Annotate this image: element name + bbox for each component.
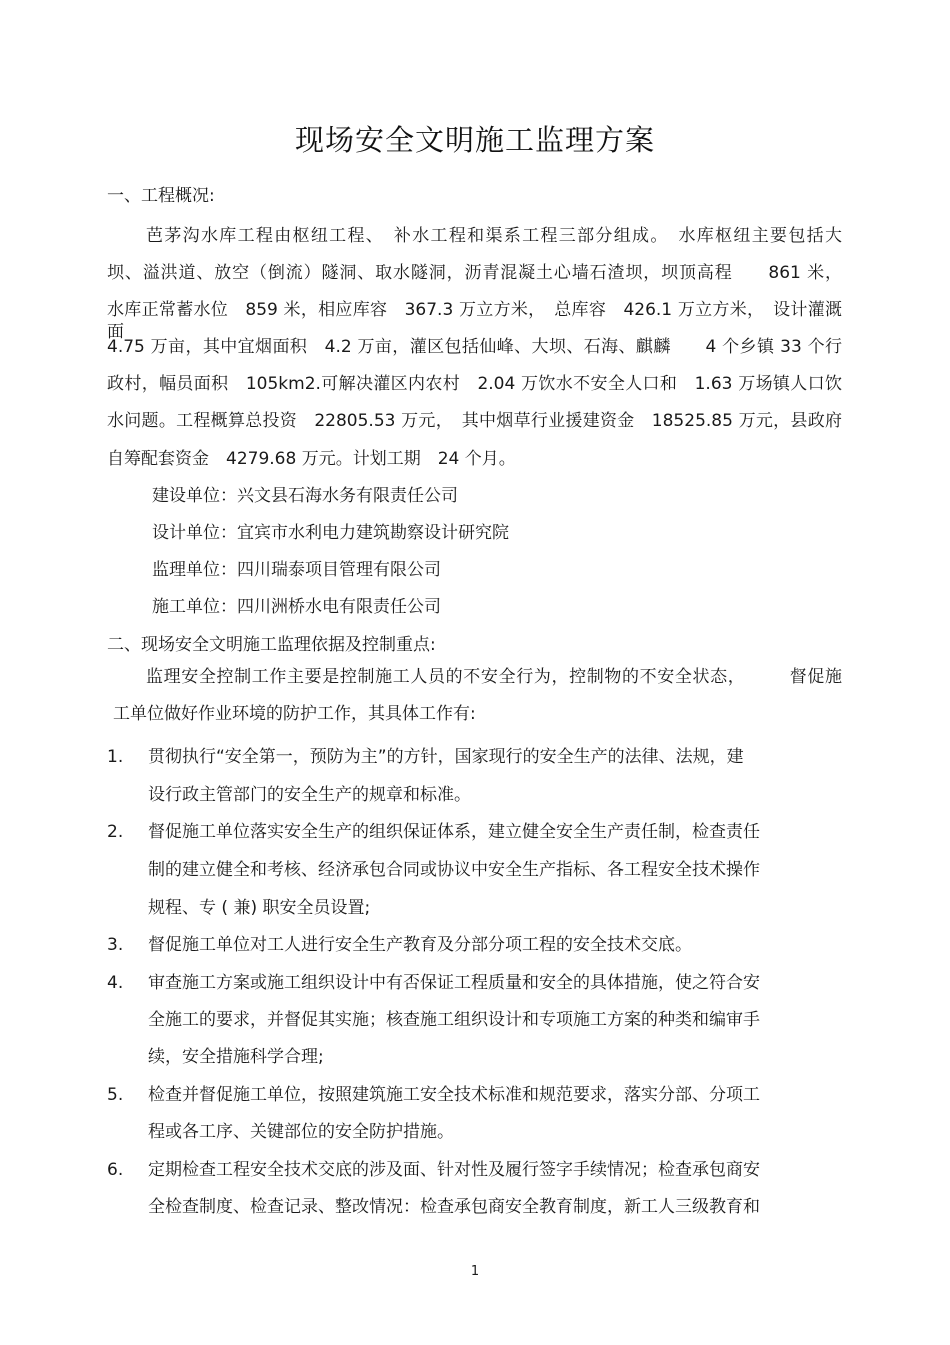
paragraph-line: 4.75 万亩，其中宜烟面积 4.2 万亩，灌区包括仙峰、大坝、石海、麒麟 4 个乡镇 33 个行: [107, 337, 842, 357]
document-title: 现场安全文明施工监理方案: [294, 123, 655, 157]
list-item-line: 督促施工单位对工人进行安全生产教育及分部分项工程的安全技术交底。: [148, 935, 692, 955]
paragraph-line: 自筹配套资金 4279.68 万元。计划工期 24 个月。: [107, 449, 516, 469]
list-number: 6.: [107, 1160, 124, 1180]
section-heading-overview: 一、工程概况:: [107, 186, 215, 206]
intro-line: 工单位做好作业环境的防护工作，其具体工作有:: [113, 704, 476, 724]
list-item-line: 全施工的要求，并督促其实施；核查施工组织设计和专项施工方案的种类和编审手: [148, 1010, 760, 1030]
paragraph-line: 坝、溢洪道、放空（倒流）隧洞、取水隧洞，沥青混凝土心墙石渣坝，坝顶高程 861 米，: [107, 263, 842, 283]
list-item-line: 贯彻执行“安全第一，预防为主”的方针，国家现行的安全生产的法律、法规，建: [148, 747, 744, 767]
unit-design: 设计单位：宜宾市水利电力建筑勘察设计研究院: [152, 523, 509, 543]
intro-line: 监理安全控制工作主要是控制施工人员的不安全行为，控制物的不安全状态， 督促施: [146, 667, 842, 687]
paragraph-line: 水问题。工程概算总投资 22805.53 万元， 其中烟草行业援建资金 18525.85 万元，县政府: [107, 411, 842, 431]
unit-supervision: 监理单位：四川瑞泰项目管理有限公司: [152, 560, 441, 580]
list-item-line: 定期检查工程安全技术交底的涉及面、针对性及履行签字手续情况；检查承包商安: [148, 1160, 760, 1180]
list-number: 1.: [107, 747, 124, 767]
list-item-line: 设行政主管部门的安全生产的规章和标准。: [148, 785, 471, 805]
list-number: 3.: [107, 935, 124, 955]
list-item-line: 续，安全措施科学合理;: [148, 1047, 324, 1067]
list-item-line: 制的建立健全和考核、经济承包合同或协议中安全生产指标、各工程安全技术操作: [148, 860, 760, 880]
list-item-line: 审查施工方案或施工组织设计中有否保证工程质量和安全的具体措施，使之符合安: [148, 973, 760, 993]
list-item-line: 规程、专 ( 兼) 职安全员设置;: [148, 898, 371, 918]
page-number: 1: [470, 1264, 480, 1279]
list-item-line: 程或各工序、关键部位的安全防护措施。: [148, 1122, 454, 1142]
list-item-line: 检查并督促施工单位，按照建筑施工安全技术标准和规范要求，落实分部、分项工: [148, 1085, 760, 1105]
section-heading-basis: 二、现场安全文明施工监理依据及控制重点:: [107, 635, 436, 655]
paragraph-line: 芭茅沟水库工程由枢纽工程、 补水工程和渠系工程三部分组成。 水库枢纽主要包括大: [146, 226, 842, 246]
list-item-line: 全检查制度、检查记录、整改情况：检查承包商安全教育制度，新工人三级教育和: [148, 1197, 760, 1217]
list-number: 2.: [107, 822, 124, 842]
list-item-line: 督促施工单位落实安全生产的组织保证体系，建立健全安全生产责任制，检查责任: [148, 822, 760, 842]
unit-contractor: 施工单位：四川洲桥水电有限责任公司: [152, 597, 441, 617]
paragraph-line: 水库正常蓄水位 859 米，相应库容 367.3 万立方米， 总库容 426.1 万立方米， 设计灌溉面: [107, 300, 842, 342]
paragraph-line: 政村，幅员面积 105km2.可解决灌区内农村 2.04 万饮水不安全人口和 1.63 万场镇人口饮: [107, 374, 842, 394]
list-number: 4.: [107, 973, 124, 993]
unit-construction: 建设单位：兴文县石海水务有限责任公司: [152, 486, 458, 506]
list-number: 5.: [107, 1085, 124, 1105]
